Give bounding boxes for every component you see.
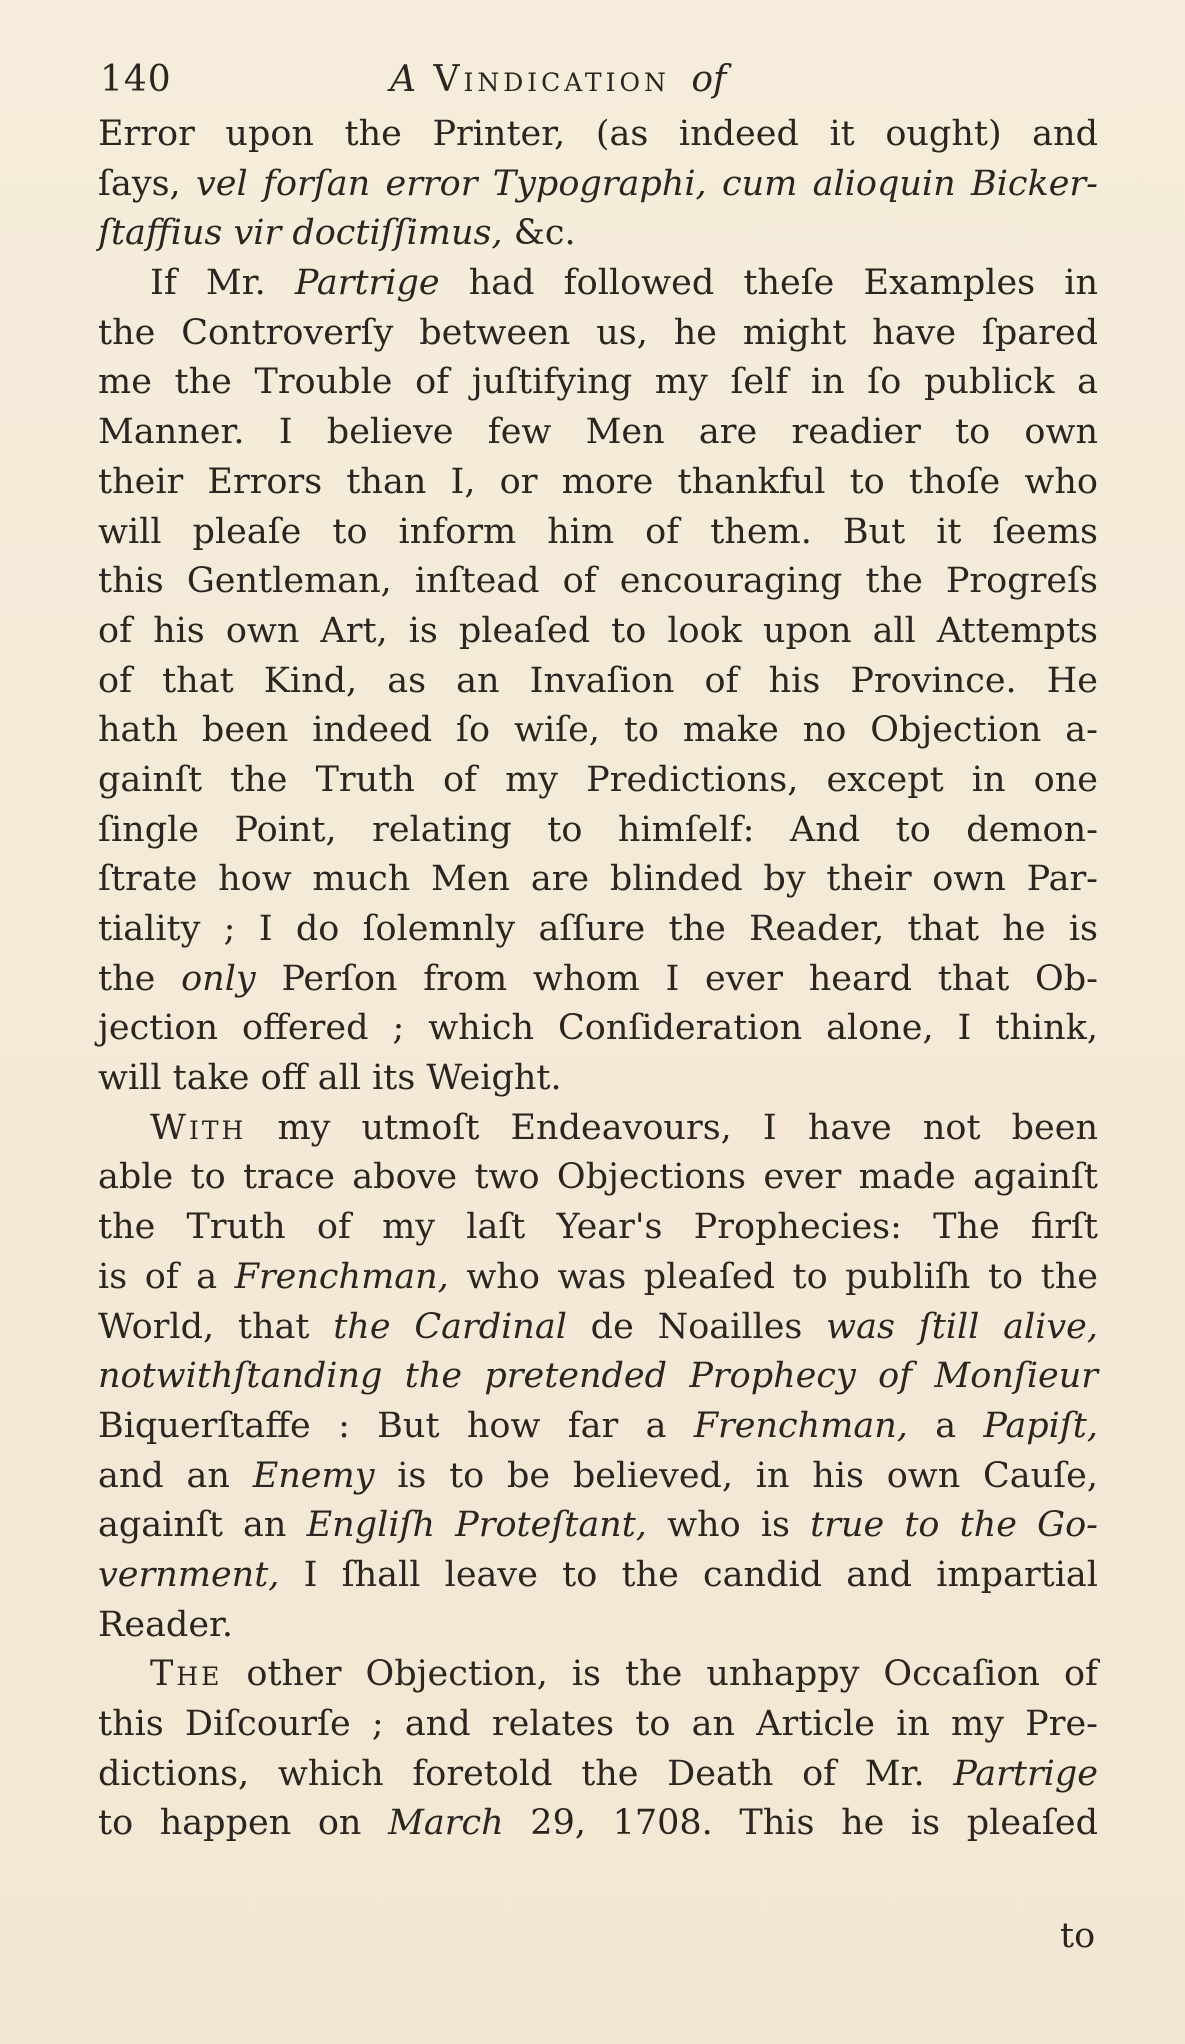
text-line bbox=[98, 259, 1098, 309]
text-segment: ſtrate how much Men are blinded by their own Par- bbox=[98, 859, 1098, 900]
text-line bbox=[98, 160, 1098, 210]
text-line bbox=[98, 1402, 1098, 1452]
text-segment: me the Trouble of juſtifying my ſelf in ſo publick a bbox=[98, 362, 1098, 403]
text-segment: will pleaſe to inform him of them. But it ſeems bbox=[98, 511, 1098, 552]
text-line bbox=[98, 657, 1098, 707]
text-line bbox=[98, 1452, 1098, 1502]
italic-segment: was ſtill alive, bbox=[826, 1306, 1098, 1347]
text-segment: ſingle Point, relating to himſelf: And to demon- bbox=[98, 809, 1098, 850]
text-segment: a bbox=[907, 1405, 984, 1446]
catchword: to bbox=[1060, 1916, 1096, 1956]
text-segment: other Objection, is the unhappy Occaſion of bbox=[222, 1654, 1098, 1695]
italic-segment: true to the Go- bbox=[810, 1505, 1098, 1546]
text-line bbox=[98, 756, 1098, 806]
italic-segment: Frenchman, bbox=[234, 1256, 449, 1297]
running-title bbox=[390, 50, 726, 110]
text-line bbox=[98, 408, 1098, 458]
text-segment: Reader. bbox=[98, 1604, 234, 1645]
text-line bbox=[98, 806, 1098, 856]
text-segment: tiality ; I do ſolemnly aſſure the Reader, that he is bbox=[98, 909, 1098, 949]
italic-segment: Frenchman, bbox=[693, 1405, 908, 1446]
text-segment: Biquerſtaffe : But how far a bbox=[98, 1405, 694, 1446]
text-segment: Error upon the Printer, (as indeed it ought) and bbox=[98, 114, 1098, 154]
text-line bbox=[98, 1104, 1098, 1154]
text-line bbox=[98, 1253, 1098, 1303]
running-title-main: Vindication bbox=[433, 59, 670, 100]
text-segment: of that Kind, as an Invaſion of his Province. He bbox=[98, 660, 1098, 701]
italic-segment: the Cardinal bbox=[333, 1306, 567, 1347]
italic-segment: notwithſtanding the pretended Prophecy of Monſieur bbox=[98, 1356, 1098, 1397]
italic-segment: only bbox=[181, 958, 256, 999]
text-segment: If Mr. bbox=[150, 263, 295, 304]
italic-segment: March bbox=[388, 1803, 504, 1844]
body-text bbox=[98, 110, 1098, 1849]
text-segment: who was pleaſed to publiſh to the bbox=[448, 1256, 1098, 1297]
text-line bbox=[98, 508, 1098, 558]
text-segment: is of a bbox=[98, 1256, 235, 1297]
text-segment: who is bbox=[646, 1505, 811, 1546]
text-line bbox=[98, 1700, 1098, 1750]
text-segment: 29, 1708. This he is pleaſed bbox=[503, 1803, 1098, 1844]
text-segment: and an bbox=[98, 1455, 253, 1496]
text-segment: Perſon from whom I ever heard that Ob- bbox=[255, 958, 1098, 999]
text-line bbox=[98, 358, 1098, 408]
text-line bbox=[98, 607, 1098, 657]
text-line bbox=[98, 557, 1098, 607]
text-segment: the Controverſy between us, he might have ſpared bbox=[98, 312, 1098, 353]
text-segment: will take off all its Weight. bbox=[98, 1058, 562, 1099]
text-segment: this Gentleman, inſtead of encouraging the Progreſs bbox=[98, 561, 1098, 602]
italic-segment: Partrige bbox=[294, 263, 440, 304]
text-line bbox=[98, 309, 1098, 359]
text-line bbox=[98, 1601, 1098, 1651]
text-line bbox=[98, 110, 1098, 160]
italic-segment: Papiſt, bbox=[983, 1405, 1098, 1446]
text-line bbox=[98, 209, 1098, 259]
text-segment: Manner. I believe few Men are readier to own bbox=[98, 412, 1098, 453]
text-line bbox=[98, 1551, 1098, 1601]
italic-segment: vel forſan error Typographi, cum alioquin Bicker- bbox=[196, 163, 1098, 204]
text-segment: my utmoſt Endeavours, I have not been bbox=[246, 1107, 1098, 1148]
text-line bbox=[98, 1750, 1098, 1800]
text-line bbox=[98, 1303, 1098, 1353]
text-segment: gainſt the Truth of my Predictions, except in one bbox=[98, 759, 1098, 800]
text-line bbox=[98, 706, 1098, 756]
text-line bbox=[98, 1153, 1098, 1203]
text-line bbox=[98, 1799, 1098, 1849]
text-segment: dictions, which foretold the Death of Mr. bbox=[98, 1753, 954, 1794]
text-segment: had followed theſe Examples in bbox=[439, 263, 1098, 304]
text-segment: the bbox=[98, 958, 182, 999]
text-line bbox=[98, 1004, 1098, 1054]
page-number: 140 bbox=[100, 59, 172, 100]
text-segment: their Errors than I, or more thankful to thoſe who bbox=[98, 461, 1098, 502]
italic-segment: Enemy bbox=[252, 1455, 375, 1496]
text-line bbox=[98, 1203, 1098, 1253]
text-line bbox=[98, 955, 1098, 1005]
italic-segment: ſtaffius vir doctiſſimus, bbox=[98, 213, 503, 254]
text-segment: of his own Art, is pleaſed to look upon all Attempts bbox=[98, 610, 1098, 651]
text-segment: hath been indeed ſo wiſe, to make no Objection a- bbox=[98, 710, 1098, 751]
italic-segment: vernment, bbox=[98, 1554, 280, 1595]
text-segment: I ſhall leave to the candid and impartial bbox=[279, 1554, 1098, 1595]
text-segment: to happen on bbox=[98, 1803, 389, 1844]
text-segment: World, that bbox=[98, 1306, 334, 1347]
text-segment: ſays, bbox=[98, 163, 197, 204]
small-caps-segment: The bbox=[150, 1654, 223, 1695]
text-line bbox=[98, 1352, 1098, 1402]
running-title-a: A bbox=[390, 59, 416, 100]
running-title-of: of bbox=[691, 59, 727, 100]
text-segment: the Truth of my laſt Year's Prophecies: The firſt bbox=[98, 1207, 1098, 1248]
running-header bbox=[100, 50, 1100, 110]
text-line bbox=[98, 1054, 1098, 1104]
text-line bbox=[98, 458, 1098, 508]
text-line bbox=[98, 1501, 1098, 1551]
text-segment: againſt an bbox=[98, 1505, 307, 1546]
text-segment: able to trace above two Objections ever made againſt bbox=[98, 1157, 1098, 1198]
italic-segment: Partrige bbox=[953, 1753, 1098, 1794]
text-line bbox=[98, 855, 1098, 905]
text-segment: is to be believed, in his own Cauſe, bbox=[374, 1455, 1098, 1496]
small-caps-segment: With bbox=[150, 1107, 247, 1148]
text-segment: jection offered ; which Conſideration alone, I think, bbox=[98, 1008, 1098, 1049]
text-segment: de Noailles bbox=[566, 1306, 827, 1347]
text-line bbox=[98, 1650, 1098, 1700]
text-line bbox=[98, 905, 1098, 955]
text-segment: &c. bbox=[502, 213, 576, 254]
text-segment: this Diſcourſe ; and relates to an Article in my Pre- bbox=[98, 1704, 1098, 1744]
italic-segment: Engliſh Proteſtant, bbox=[306, 1505, 647, 1546]
